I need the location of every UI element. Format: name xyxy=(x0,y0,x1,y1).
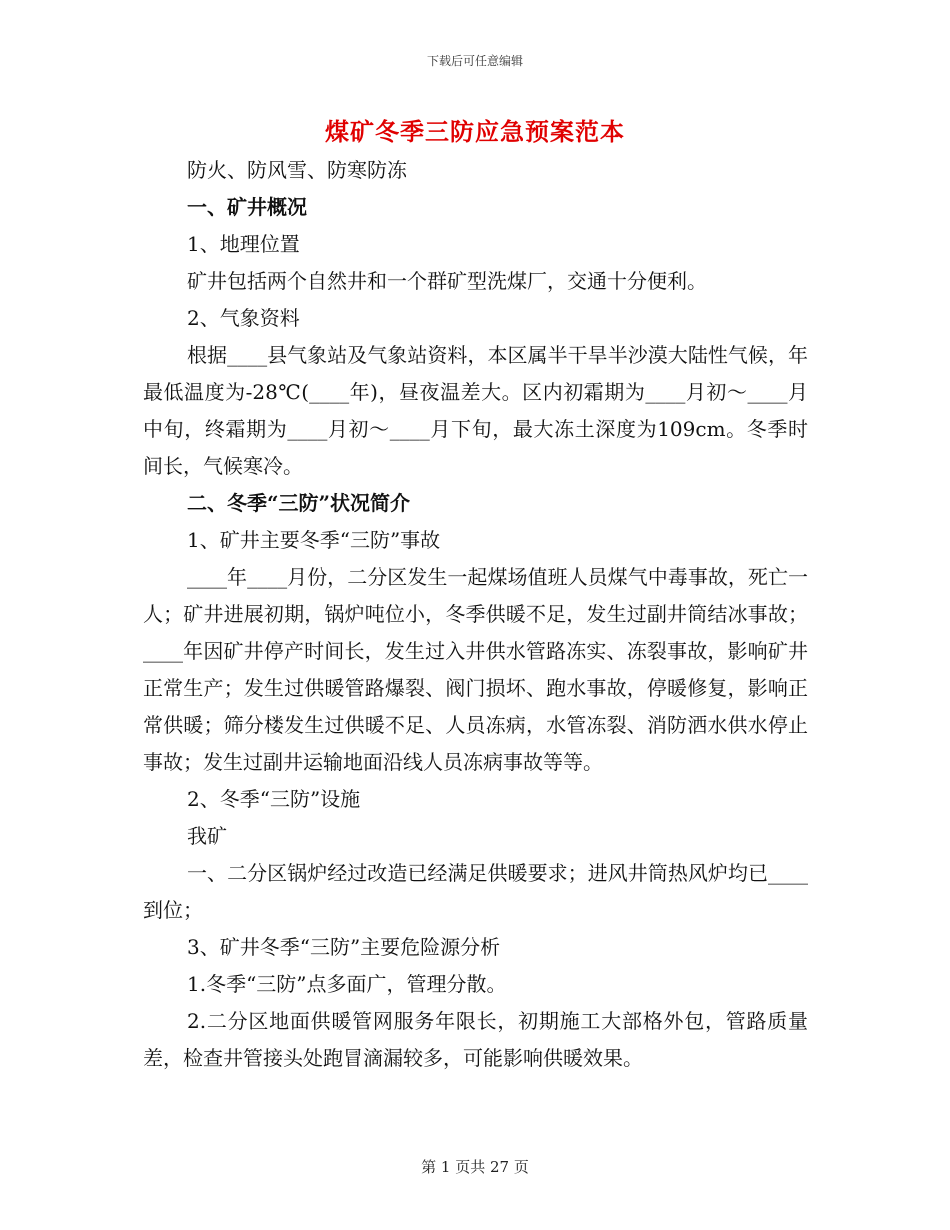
paragraph-our-mine: 我矿 xyxy=(187,824,227,848)
paragraph-geography: 矿井包括两个自然井和一个群矿型洗煤厂，交通十分便利。 xyxy=(187,269,707,293)
header-note: 下载后可任意编辑 xyxy=(426,54,523,68)
paragraph-hazard-1: 1.冬季“三防”点多面广，管理分散。 xyxy=(187,972,507,996)
paragraph-facilities: 一、二分区锅炉经过改造已经满足供暖要求；进风井筒热风炉均已____到位； xyxy=(143,861,808,922)
section-heading-winter-status: 二、冬季“三防”状况简介 xyxy=(187,491,411,515)
paragraph-hazard-2: 2.二分区地面供暖管网服务年限长，初期施工大部格外包，管路质量差，检查井管接头处跑冒滴漏较多，可能影响供暖效果。 xyxy=(143,1009,808,1070)
subheading-winter-accidents: 1、矿井主要冬季“三防”事故 xyxy=(187,528,441,552)
section-heading-mine-overview: 一、矿井概况 xyxy=(187,195,307,219)
paragraph-weather: 根据____县气象站及气象站资料，本区属半干旱半沙漠大陆性气候，年最低温度为-28℃(____年)，昼夜温差大。区内初霜期为____月初～____月中旬，终霜期为____月初～____月下旬，最大冻土深度为109cm。冬季时间长，气候寒冷。 xyxy=(143,343,808,478)
paragraph-intro: 防火、防风雪、防寒防冻 xyxy=(187,158,407,182)
document-body xyxy=(143,152,808,1077)
subheading-hazard-analysis: 3、矿井冬季“三防”主要危险源分析 xyxy=(187,935,501,959)
subheading-weather: 2、气象资料 xyxy=(187,306,300,330)
paragraph-winter-accidents: ____年____月份，二分区发生一起煤场值班人员煤气中毒事故，死亡一人；矿井进展初期，锅炉吨位小，冬季供暖不足，发生过副井筒结冰事故；____年因矿井停产时间长，发生过入井供水管路冻实、冻裂事故，影响矿井正常生产；发生过供暖管路爆裂、阀门损坏、跑水事故，停暖修复，影响正常供暖；筛分楼发生过供暖不足、人员冻病，水管冻裂、消防洒水供水停止事故；发生过副井运输地面沿线人员冻病事故等等。 xyxy=(143,565,808,774)
subheading-geography: 1、地理位置 xyxy=(187,232,300,256)
subheading-winter-facilities: 2、冬季“三防”设施 xyxy=(187,787,361,811)
document-title: 煤矿冬季三防应急预案范本 xyxy=(325,117,625,146)
page-footer: 第 1 页共 27 页 xyxy=(421,1158,529,1176)
